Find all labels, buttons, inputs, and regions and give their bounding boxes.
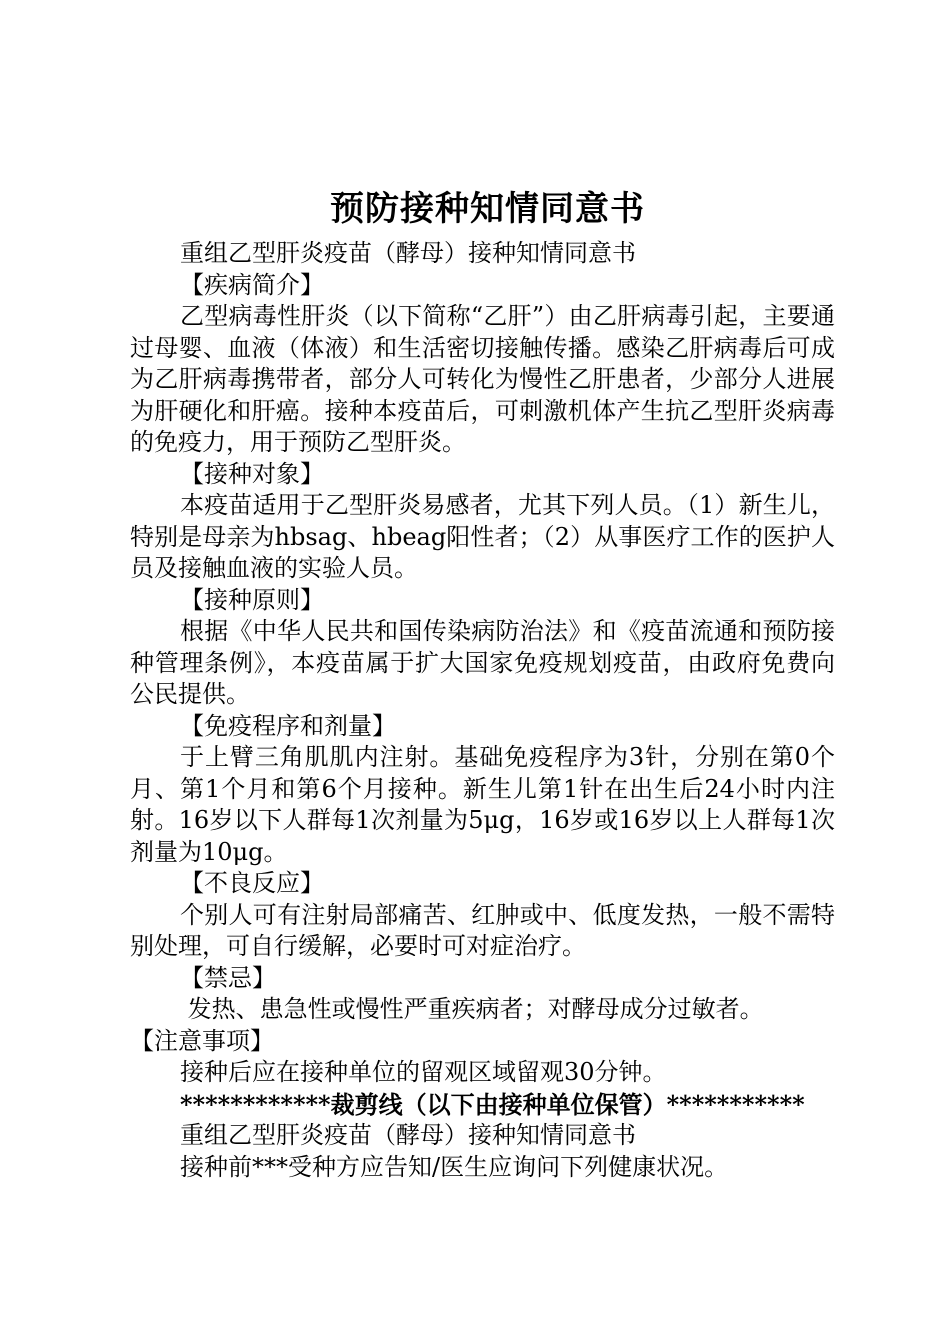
section-body-target: 本疫苗适用于乙型肝炎易感者，尤其下列人员。（1）新生儿，特别是母亲为hbsag、hbeag阳性者；（2）从事医疗工作的医护人员及接触血液的实验人员。 [130, 491, 835, 582]
document-subtitle-repeat: 重组乙型肝炎疫苗（酵母）接种知情同意书 [180, 1121, 636, 1149]
section-heading-disease: 【疾病简介】 [180, 270, 324, 299]
cut-line: ************裁剪线（以下由接种单位保管）*********** [180, 1089, 805, 1119]
health-inquiry-line: 接种前***受种方应告知/医生应询问下列健康状况。 [180, 1152, 729, 1181]
section-body-disease: 乙型病毒性肝炎（以下简称“乙肝”）由乙肝病毒引起，主要通过母婴、血液（体液）和生活密切接触传播。感染乙肝病毒后可成为乙肝病毒携带者，部分人可转化为慢性乙肝患者，少部分人进展为肝硬化和肝癌。接种本疫苗后，可刺激机体产生抗乙型肝炎病毒的免疫力，用于预防乙型肝炎。 [130, 302, 835, 456]
section-heading-principle: 【接种原则】 [180, 585, 324, 614]
section-body-notes: 接种后应在接种单位的留观区域留观30分钟。 [180, 1058, 667, 1086]
section-body-adverse: 个别人可有注射局部痛苦、红肿或中、低度发热，一般不需特别处理，可自行缓解，必要时可对症治疗。 [130, 900, 835, 960]
section-body-principle: 根据《中华人民共和国传染病防治法》和《疫苗流通和预防接种管理条例》，本疫苗属于扩大国家免疫规划疫苗，由政府免费向公民提供。 [130, 617, 835, 708]
document-page [130, 180, 835, 1183]
section-heading-notes: 【注意事项】 [130, 1026, 274, 1055]
section-heading-adverse: 【不良反应】 [180, 869, 324, 897]
document-subtitle: 重组乙型肝炎疫苗（酵母）接种知情同意书 [180, 239, 636, 267]
section-body-contraindication: 发热、患急性或慢性严重疾病者；对酵母成分过敏者。 [180, 995, 764, 1023]
document-title: 预防接种知情同意书 [330, 189, 645, 229]
section-heading-contraindication: 【禁忌】 [180, 963, 276, 992]
section-heading-target: 【接种对象】 [180, 459, 324, 488]
section-heading-schedule: 【免疫程序和剂量】 [180, 711, 396, 740]
section-body-schedule: 于上臂三角肌肌内注射。基础免疫程序为3针，分别在第0个月、第1个月和第6个月接种。新生儿第1针在出生后24小时内注射。16岁以下人群每1次剂量为5μg，16岁或16岁以上人群每1次剂量为10μg。 [130, 743, 835, 866]
